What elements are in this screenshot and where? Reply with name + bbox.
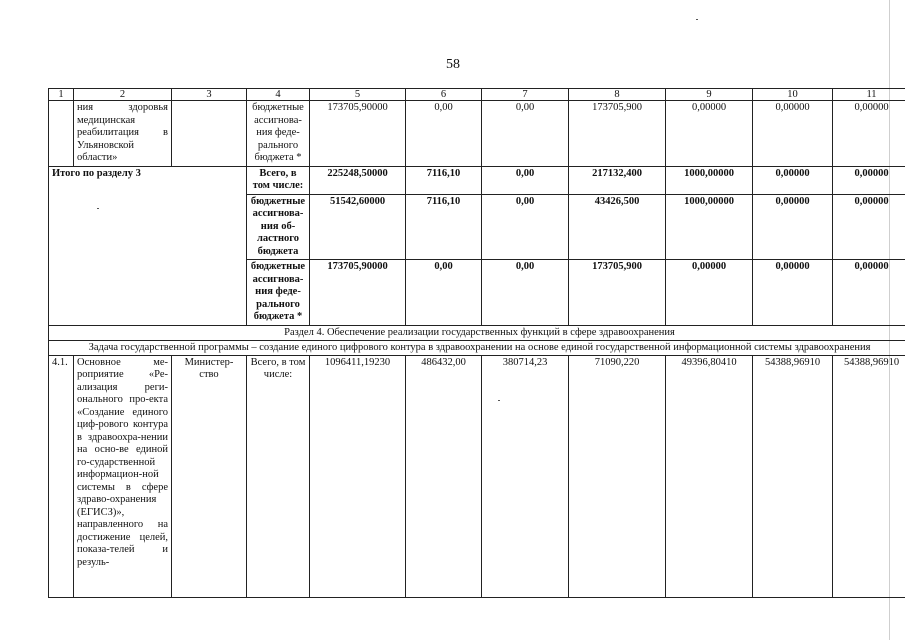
value-cell: 0,00: [482, 194, 569, 260]
column-number: 7: [482, 89, 569, 101]
value-cell: 173705,90000: [310, 101, 406, 167]
value-cell: 0,00000: [753, 166, 833, 194]
scan-speck: [696, 19, 698, 20]
task-title: Задача государственной программы – создание единого цифрового контура в здравоохранении на основе единой государственной информационной системы здравоохранения: [49, 340, 905, 355]
value-cell: 173705,90000: [310, 260, 406, 326]
value-cell: 43426,500: [569, 194, 666, 260]
funding-source-cell: бюджетные ассигнова-ния об-ластного бюджета: [247, 194, 310, 260]
table-row: [49, 355, 905, 597]
value-cell: 173705,900: [569, 260, 666, 326]
funding-source-cell: Всего, в том числе:: [247, 355, 310, 597]
section-total-label: Итого по разделу 3: [49, 166, 247, 325]
value-cell: 225248,50000: [310, 166, 406, 194]
column-number-row: [49, 89, 905, 101]
value-cell: 0,00: [482, 260, 569, 326]
value-cell: 54388,96910: [833, 355, 905, 597]
column-number: 1: [49, 89, 74, 101]
column-number: 11: [833, 89, 905, 101]
executor-cell: Министер-ство: [172, 355, 247, 597]
value-cell: 71090,220: [569, 355, 666, 597]
funding-source-cell: бюджетные ассигнова-ния феде-рального бюджета *: [247, 101, 310, 167]
task-title-row: [49, 340, 905, 355]
value-cell: 0,00000: [666, 101, 753, 167]
value-cell: 1096411,19230: [310, 355, 406, 597]
table-row: [49, 101, 905, 167]
column-number: 3: [172, 89, 247, 101]
column-number: 4: [247, 89, 310, 101]
funding-source-cell: Всего, в том числе:: [247, 166, 310, 194]
column-number: 9: [666, 89, 753, 101]
section-title-row: [49, 325, 905, 340]
value-cell: 0,00000: [753, 101, 833, 167]
value-cell: 0,00000: [753, 260, 833, 326]
column-number: 10: [753, 89, 833, 101]
value-cell: 0,00000: [666, 260, 753, 326]
value-cell: 1000,00000: [666, 194, 753, 260]
column-number: 8: [569, 89, 666, 101]
value-cell: 0,00: [406, 101, 482, 167]
column-number: 5: [310, 89, 406, 101]
value-cell: 0,00000: [833, 166, 905, 194]
value-cell: 49396,80410: [666, 355, 753, 597]
value-cell: 0,00: [482, 101, 569, 167]
section-title: Раздел 4. Обеспечение реализации государственных функций в сфере здравоохранения: [49, 325, 905, 340]
value-cell: 173705,900: [569, 101, 666, 167]
value-cell: 486432,00: [406, 355, 482, 597]
value-cell: 7116,10: [406, 166, 482, 194]
value-cell: 0,00000: [833, 260, 905, 326]
value-cell: 217132,400: [569, 166, 666, 194]
measure-name-cell: Основное ме-роприятие «Ре-ализация реги-онального про-екта «Создание единого циф-рового контура в здравоохра-нении на осно-ве единой го-сударственной информацион-ной системы в сфере здраво-охранения (ЕГИСЗ)», направленного на достижение целей, показа-телей и резуль-: [74, 355, 172, 597]
measure-name-cell: ния здоровья медицинская реабилитация в Ульяновской области»: [74, 101, 172, 167]
column-number: 6: [406, 89, 482, 101]
page-number: 58: [446, 57, 460, 72]
funding-source-cell: бюджетные ассигнова-ния феде-рального бюджета *: [247, 260, 310, 326]
value-cell: 51542,60000: [310, 194, 406, 260]
budget-table: [48, 88, 905, 598]
column-number: 2: [74, 89, 172, 101]
item-number: 4.1.: [49, 355, 74, 597]
value-cell: 1000,00000: [666, 166, 753, 194]
value-cell: 0,00000: [833, 101, 905, 167]
value-cell: 0,00000: [753, 194, 833, 260]
value-cell: 0,00: [406, 260, 482, 326]
value-cell: 0,00000: [833, 194, 905, 260]
table-row: [49, 166, 905, 194]
value-cell: 0,00: [482, 166, 569, 194]
value-cell: 7116,10: [406, 194, 482, 260]
value-cell: 54388,96910: [753, 355, 833, 597]
value-cell: 380714,23: [482, 355, 569, 597]
